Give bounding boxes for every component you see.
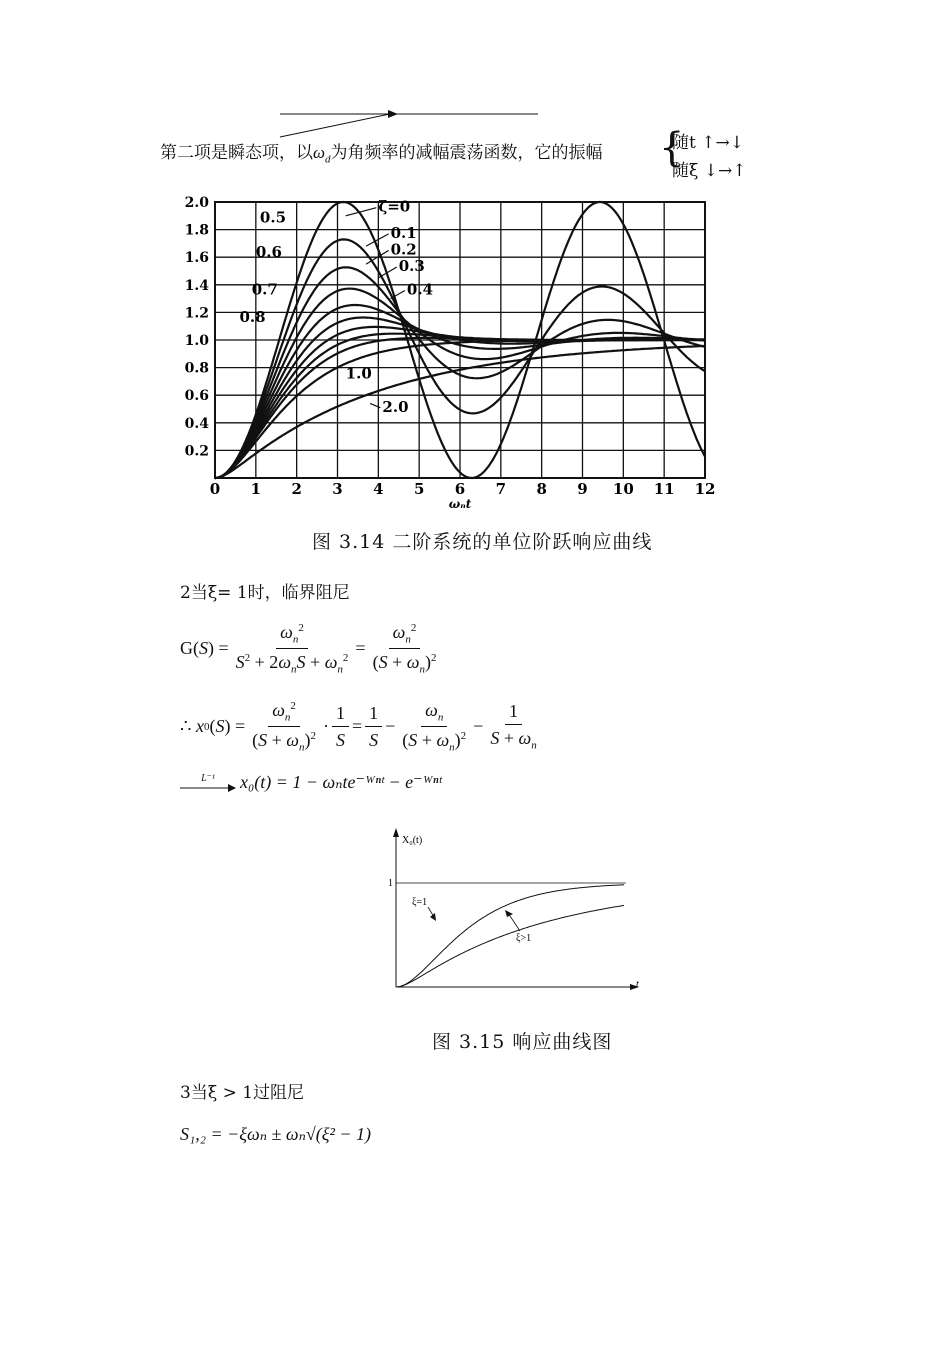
x-tick-label: 12 xyxy=(694,480,716,498)
therefore-symbol: ∴ xyxy=(180,716,192,737)
chart2-y-arrow-icon xyxy=(393,828,399,837)
curve-label: 1.0 xyxy=(345,364,372,383)
figure1-caption: 图 3.14 二阶系统的单位阶跃响应曲线 xyxy=(312,531,653,553)
y-tick-label: 0.2 xyxy=(184,443,209,460)
x-tick-label: 3 xyxy=(332,480,343,498)
x-tick-label: 6 xyxy=(454,480,466,498)
y-tick-label: 1.4 xyxy=(184,277,209,294)
s12-equation: S₁,₂ = −ξωₙ ± ωₙ√(ξ² − 1) xyxy=(180,1124,372,1144)
curve-label: 0.6 xyxy=(255,243,282,262)
chart2-curve-xi-gt-1 xyxy=(396,905,624,987)
curve-label: 2.0 xyxy=(382,397,409,416)
curve-label: ζ=0 xyxy=(378,197,411,216)
curve-label: 0.8 xyxy=(239,308,266,327)
curve-label: 0.4 xyxy=(406,280,434,299)
condition-1: 随t ↑→↓ xyxy=(672,133,744,153)
curve-label: 0.7 xyxy=(251,280,278,299)
chart2-pointer-gt1 xyxy=(508,913,520,931)
curve-label: 0.3 xyxy=(398,257,425,275)
x-tick-label: 9 xyxy=(577,480,588,498)
x-tick-label: 10 xyxy=(612,480,634,498)
label-leader xyxy=(366,234,389,246)
curve-label: 0.2 xyxy=(390,240,417,259)
y-tick-label: 1.2 xyxy=(184,305,209,322)
y-tick-label: 0.8 xyxy=(184,360,209,377)
figure2-caption: 图 3.15 响应曲线图 xyxy=(432,1031,613,1053)
intro-suffix: 为角频率的减幅震荡函数，它的振幅 xyxy=(330,143,603,163)
x-axis-label: ωₙt xyxy=(448,497,472,510)
curve-label: 0.1 xyxy=(390,223,417,242)
x-tick-label: 5 xyxy=(413,480,425,498)
y-tick-label: 1.0 xyxy=(184,333,209,349)
intro-line xyxy=(160,138,603,165)
x-tick-label: 4 xyxy=(373,480,384,498)
y-tick-label: 1.6 xyxy=(184,250,209,267)
omega-d-sub: d xyxy=(325,153,331,166)
y-tick-label: 2.0 xyxy=(184,195,209,211)
x-tick-label: 8 xyxy=(536,480,547,498)
eq-frac-1: $\frac{\omega_n^2}{S^2 + 2\omega_nS + \omega_n^2}$ xyxy=(235,622,349,676)
laplace-inverse-label: L⁻¹ xyxy=(201,773,215,784)
x-tick-label: 1 xyxy=(250,480,262,498)
chart2-ylabel: X₀(t) xyxy=(402,835,423,846)
y-tick-label: 1.8 xyxy=(184,222,209,239)
x-tick-label: 7 xyxy=(495,480,507,498)
step-response-chart xyxy=(160,190,740,510)
curve-label: 0.5 xyxy=(259,208,287,227)
y-tick-label: 0.4 xyxy=(184,415,209,432)
inverse-result: x₀(t) = 1 − ωₙte⁻ᵂⁿᵗ − e⁻ᵂⁿᵗ xyxy=(240,772,442,792)
condition-2: 随ξ ↓→↑ xyxy=(672,161,747,181)
omega-d: ω xyxy=(313,143,326,162)
intro-prefix: 第二项是瞬态项，以 xyxy=(160,143,313,163)
section3-heading: 3当ξ > 1过阻尼 xyxy=(180,1083,305,1103)
chart2-label-gt1: ξ>1 xyxy=(516,933,532,944)
equation-inverse-laplace xyxy=(180,772,442,793)
equation-x0S: ∴ x 0 ( S ) = $\frac{\omega_n^2}{(S + \omega_n)^2}$ · $\frac{1}{S}$ = $\frac{1}{S}$ − $\frac{\omega_n}{(S + \omega_n)^2}$ − $\frac{1}{S + \omega_n}$ xyxy=(180,700,537,754)
laplace-arrow-icon xyxy=(180,784,236,792)
chart2-label-eq1: ξ=1 xyxy=(412,897,428,908)
eq-frac-2: $\frac{\omega_n^2}{(S + \omega_n)^2}$ xyxy=(372,622,437,676)
brace: { xyxy=(659,125,685,171)
x-tick-label: 0 xyxy=(209,480,221,498)
x-tick-label: 2 xyxy=(291,480,302,498)
chart2-curve-xi-eq-1 xyxy=(396,885,624,987)
y-tick-label: 0.6 xyxy=(184,388,209,405)
response-curve-chart xyxy=(370,825,660,995)
section2-heading: 2当ξ= 1时，临界阻尼 xyxy=(180,583,350,603)
eq-G-symbol: G xyxy=(180,638,193,659)
chart2-xlabel: t xyxy=(636,979,639,990)
equation-G: G ( S ) = $\frac{\omega_n^2}{S^2 + 2\omega_nS + \omega_n^2}$ = $\frac{\omega_n^2}{(S + \omega_n)^2}$ xyxy=(180,622,443,675)
x-tick-label: 11 xyxy=(653,480,675,498)
chart2-one-label: 1 xyxy=(388,878,393,889)
